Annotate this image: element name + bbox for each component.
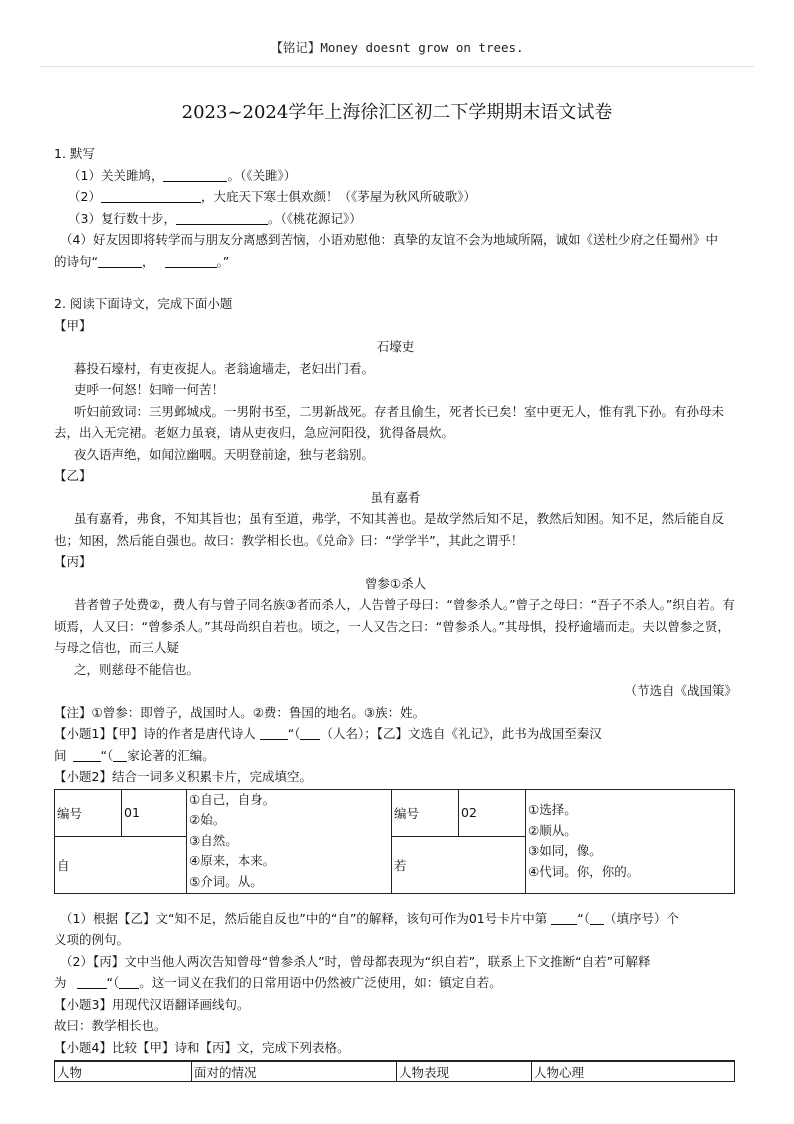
q1-item-4-line-1: （4）好友因即将转学而与朋友分离感到苦恼，小语劝慰他：真挚的友谊不会为地域所隔，诚如《送杜少府之任蜀州》中	[60, 232, 718, 247]
q1-item-4-line-2	[54, 251, 737, 273]
card-2-number-label: 编号	[392, 789, 459, 836]
card-2-meaning: ③如同，像。	[528, 843, 602, 858]
sub2-2-text-c: “（	[106, 975, 120, 990]
source-citation: （节选自《战国策》	[624, 683, 737, 698]
bing-title: 曾参①杀人	[364, 575, 427, 591]
sub2-2-text-b: 为	[54, 975, 67, 990]
q1-item-3-text-b: 。（《桃花源记》）	[267, 210, 362, 226]
yi-title: 虽有嘉肴	[370, 489, 421, 505]
q1-item-3-text-a: （3）复行数十步，	[68, 210, 176, 226]
card-2-number-value: 02	[459, 789, 526, 836]
q1-item-4-text-b: ，	[141, 253, 155, 269]
q1-item-1-text-b: 。（《关雎》）	[227, 167, 297, 183]
card-1-meaning: ①自己，自身。	[189, 791, 276, 807]
comparison-table	[54, 1060, 735, 1082]
card-2-meaning: ④代词。你，你的。	[528, 863, 640, 879]
yi-label: 【乙】	[54, 468, 92, 483]
spacer	[54, 894, 737, 908]
q1-heading: 1. 默写	[54, 146, 95, 161]
sub-question-4: 【小题4】比较【甲】诗和【丙】文，完成下列表格。	[54, 1039, 350, 1055]
sub-question-3: 【小题3】用现代汉语翻译画线句。	[54, 996, 250, 1012]
card-1-number-value: 01	[122, 789, 187, 836]
sub1-blank-1[interactable]	[260, 726, 288, 740]
sub1-blank-3[interactable]	[73, 748, 101, 762]
sub1-blank-4[interactable]	[113, 748, 127, 762]
sub1-text-c: （人名）；【乙】文选自《礼记》，此书为战国至秦汉	[320, 726, 602, 741]
card-2-meaning: ①选择。	[528, 802, 577, 817]
comparison-table-header	[55, 1061, 735, 1082]
exam-content	[54, 143, 737, 1082]
sub-question-1	[54, 723, 737, 745]
card-2-meaning: ②顺从。	[528, 822, 577, 838]
card-1-number-label: 编号	[55, 789, 122, 836]
bing-label: 【丙】	[54, 554, 92, 569]
q1-item-4-text-c: 。”	[216, 253, 230, 269]
card-1-meaning: ③自然。	[189, 832, 238, 848]
page-title: 2023~2024学年上海徐汇区初二下学期期末语文试卷	[181, 102, 613, 123]
sub2-2-blank-2[interactable]	[119, 975, 139, 989]
sub2-1-blank-1[interactable]	[551, 911, 577, 925]
sub1-text-e: “（	[100, 747, 114, 763]
sub2-2-text-d: 。这一词义在我们的日常用语中仍然被广泛使用，如：镇定自若。	[139, 975, 502, 990]
q1-item-4-blank-1[interactable]	[98, 254, 142, 268]
comparison-col-character: 人物	[55, 1061, 192, 1082]
card-2-meanings	[526, 789, 735, 893]
card-1-meaning: ⑤介词。从。	[189, 873, 263, 889]
sub1-text-f: 家论著的汇编。	[127, 747, 215, 763]
jia-title: 石壕吏	[376, 339, 415, 354]
jia-label: 【甲】	[54, 317, 92, 333]
card-row-1	[55, 789, 735, 836]
q1-item-2-text-a: （2）	[68, 189, 101, 204]
q2-heading: 2. 阅读下面诗文，完成下面小题	[54, 296, 233, 311]
sub2-1-blank-2[interactable]	[590, 911, 604, 925]
sub2-item-1	[54, 908, 737, 930]
comparison-col-situation: 面对的情况	[192, 1061, 397, 1082]
comparison-col-psychology: 人物心理	[532, 1061, 735, 1082]
comparison-col-behavior: 人物表现	[397, 1061, 532, 1082]
spacer	[54, 272, 737, 293]
jia-paragraph-2: 吏呼一何怒！妇啼一何苦！	[74, 382, 225, 397]
polysemy-card-table	[54, 789, 735, 894]
q1-item-1-blank[interactable]	[163, 168, 227, 182]
sub2-2-blank-1[interactable]	[77, 975, 107, 989]
sub2-item-2-line-2	[54, 972, 737, 994]
q1-item-1-text-a: （1）关关雎鸠，	[68, 167, 164, 183]
header-divider	[40, 66, 754, 67]
sub2-item-2: （2）【丙】文中当他人两次告知曾母“曾参杀人”时，曾母都表现为“织自若”，联系上下文推断“自若”可解释	[60, 953, 651, 969]
q1-item-4-text-a: 的诗句“	[54, 253, 98, 269]
jia-paragraph-4: 夜久语声绝，如闻泣幽咽。天明登前途，独与老翁别。	[74, 446, 375, 462]
sub-question-2: 【小题2】结合一词多义积累卡片，完成填空。	[54, 769, 312, 784]
q1-item-2-text-b: ，大庇天下寒士俱欢颜！（《茅屋为秋风所破歌》）	[200, 189, 476, 204]
card-1-meaning: ④原来，本来。	[189, 853, 276, 869]
sub1-text-a: 【小题1】【甲】诗的作者是唐代诗人	[54, 726, 256, 741]
bing-paragraph-2: 之，则慈母不能信也。	[74, 661, 200, 677]
header-motto: 【铭记】Money doesnt grow on trees.	[270, 40, 524, 55]
yi-paragraph-1: 虽有嘉肴，弗食，不知其旨也；虽有至道，弗学，不知其善也。是故学然后知不足，教然后知困。知不足，然后能自反也；知困，然后能自强也。故曰：教学相长也。《兑命》曰：“学学半”，其此之谓乎！	[54, 511, 725, 548]
jia-paragraph-1: 暮投石壕村，有吏夜捉人。老翁逾墙走，老妇出门看。	[74, 360, 375, 376]
jia-paragraph-3: 听妇前致词：三男邺城戍。一男附书至，二男新战死。存者且偷生，死者长已矣！室中更无人，惟有乳下孙。有孙母未去，出入无完裙。老妪力虽衰，请从吏夜归，急应河阳役，犹得备晨炊。	[54, 403, 725, 440]
sub2-1-text-c: （填序号）个	[604, 910, 680, 926]
annotation-note: 【注】①曾参：即曾子，战国时人。②费：鲁国的地名。③族：姓。	[54, 704, 426, 720]
sub2-item-1-line-2: 义项的例句。	[54, 932, 130, 947]
card-1-meaning: ②始。	[189, 812, 226, 828]
q1-item-4-blank-2[interactable]	[165, 254, 217, 268]
sub2-1-text-b: “（	[577, 910, 590, 926]
sub1-text-b: “（	[287, 726, 301, 741]
q1-item-2-blank[interactable]	[101, 189, 201, 203]
sub-question-1-line-2	[54, 745, 737, 767]
sub2-1-text-a: （1）根据【乙】文“知不足，然后能自反也”中的“自”的解释，该句可作为01号卡片中第	[60, 910, 548, 926]
sub-question-3-sentence: 故曰：教学相长也。	[54, 1018, 167, 1033]
sub1-blank-2[interactable]	[300, 726, 320, 740]
card-1-word: 自	[55, 836, 187, 893]
card-2-word: 若	[392, 836, 526, 893]
q1-item-2	[54, 186, 737, 208]
card-1-meanings	[187, 789, 392, 893]
q1-item-1	[54, 165, 737, 187]
q1-item-3	[54, 208, 737, 230]
sub1-text-d: 间	[54, 747, 67, 763]
q1-item-3-blank[interactable]	[176, 211, 268, 225]
bing-paragraph-1: 昔者曾子处费②，费人有与曾子同名族③者而杀人，人告曾子母曰：“曾参杀人。”曾子之母曰：“吾子不杀人。”织自若。有顷焉，人又曰：“曾参杀人。”其母尚织自若也。顷之，一人又告之曰：“曾参杀人。”其母惧，投杼逾墙而走。夫以曾参之贤，与母之信也，而三人疑	[54, 597, 735, 655]
